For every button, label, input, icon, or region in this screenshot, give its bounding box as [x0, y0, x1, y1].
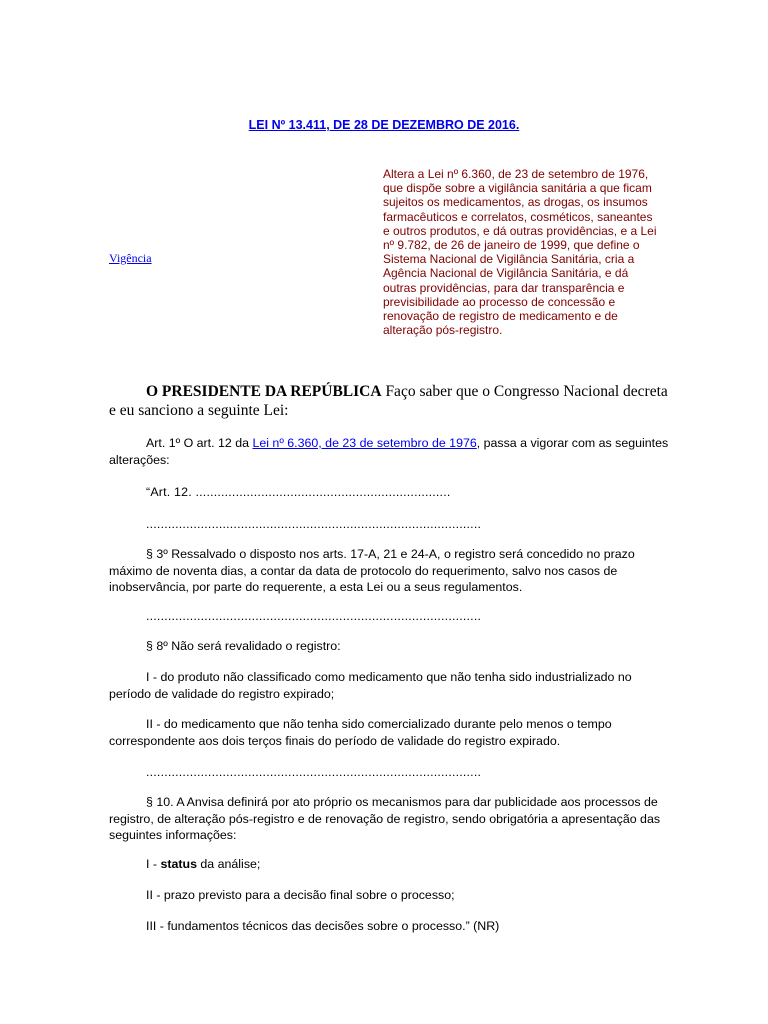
paragraph-10: § 10. A Anvisa definirá por ato próprio os mecanismos para dar publicidade aos processos de registro, de alteração pós-registro e de renovação de registro, sendo obrigatória a apresentação das seguintes informações: — [109, 795, 661, 842]
law-title — [0, 118, 768, 132]
item-i-suffix: da análise; — [196, 857, 261, 871]
paragraph-10-item-ii: II - prazo previsto para a decisão final sobre o processo; — [146, 888, 455, 902]
vigencia-link[interactable]: Vigência — [109, 251, 152, 265]
law-title-link[interactable]: LEI Nº 13.411, DE 28 DE DEZEMBRO DE 2016. — [248, 118, 520, 132]
ementa-text: Altera a Lei nº 6.360, de 23 de setembro de 1976, que dispõe sobre a vigilância sanitária a que ficam sujeitos os medicamentos, as drogas, os insumos farmacêuticos e correlatos, cosméticos, saneantes e outros produtos, e dá outras providências, e a Lei nº 9.782, de 26 de janeiro de 1999, que define o Sistema Nacional de Vigilância Sanitária, cria a Agência Nacional de Vigilância Sanitária, e dá outras providências, para dar transparência e previsibilidade ao processo de concessão e renovação de registro de medicamento e de alteração pós-registro. — [383, 167, 657, 338]
preamble-text: Faço saber que o Congresso Nacional decreta e eu sanciono a seguinte Lei: — [109, 383, 668, 419]
paragraph-8-item-ii: II - do medicamento que não tenha sido comercializado durante pelo menos o tempo correspondente aos dois terços finais do período de validade do registro expirado. — [109, 717, 612, 748]
item-i-prefix: I - — [146, 857, 161, 871]
item-i-status: status — [160, 857, 197, 871]
paragraph-3: § 3º Ressalvado o disposto nos arts. 17-A, 21 e 24-A, o registro será concedido no prazo máximo de noventa dias, a contar da data de protocolo do requerimento, salvo nos casos de inobservância, por parte do requerente, a esta Lei ou a seus regulamentos. — [109, 547, 635, 594]
preamble-president: O PRESIDENTE DA REPÚBLICA — [146, 383, 382, 400]
article-1 — [109, 435, 669, 468]
dots-line: ............................................................................................ — [146, 517, 482, 531]
paragraph-8-item-i: I - do produto não classificado como medicamento que não tenha sido industrializado no período de validade do registro expirado; — [109, 670, 632, 701]
preamble — [109, 382, 669, 420]
article-1-before: Art. 1º O art. 12 da — [146, 436, 253, 450]
paragraph-10-item-i — [109, 856, 669, 873]
dots-line: ............................................................................................ — [146, 765, 482, 779]
art12-line: “Art. 12. ...................................................................... — [146, 485, 451, 499]
lei-6360-link[interactable]: Lei nº 6.360, de 23 de setembro de 1976 — [252, 436, 477, 450]
paragraph-8: § 8º Não será revalidado o registro: — [146, 639, 341, 653]
dots-line: ............................................................................................ — [146, 609, 482, 623]
paragraph-10-item-iii: III - fundamentos técnicos das decisões sobre o processo.” (NR) — [146, 919, 500, 933]
article-1-after: , passa a vigorar com as seguintes alterações: — [109, 436, 669, 467]
